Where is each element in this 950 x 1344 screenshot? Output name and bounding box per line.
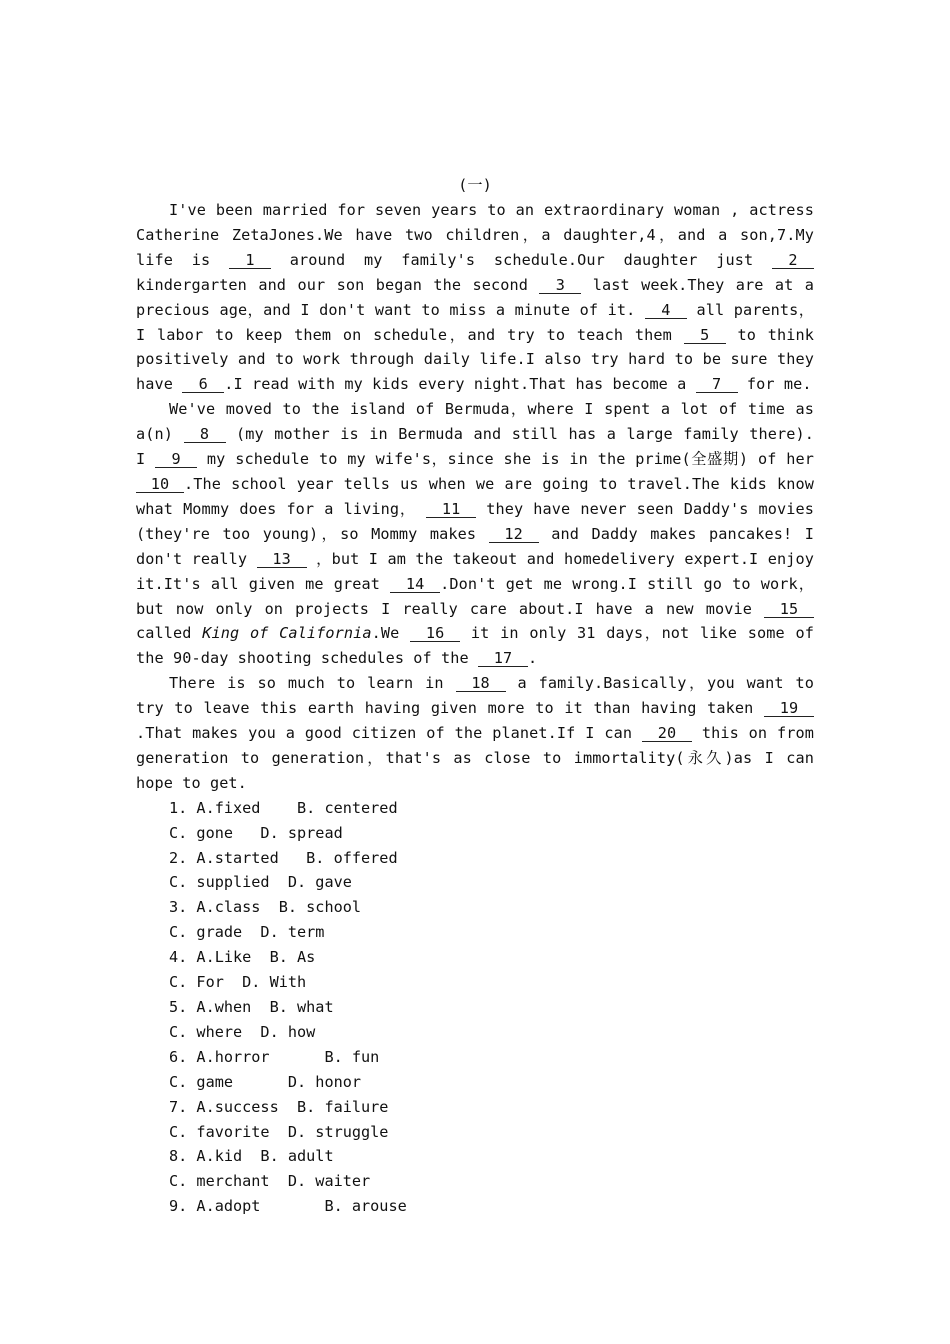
blank-3: 3: [539, 277, 581, 294]
option-line: C. game D. honor: [169, 1072, 362, 1091]
option-line: 7. A.success B. failure: [169, 1097, 389, 1116]
text-run: There is so much to learn in: [169, 674, 444, 693]
text-run: .The school year tells us when we are going to travel.The kids know what Mommy does for a living，: [136, 474, 814, 518]
blank-12: 12: [489, 526, 539, 543]
option-line: C. gone D. spread: [169, 823, 343, 842]
option-line: 3. A.class B. school: [169, 898, 362, 917]
blank-2: 2: [772, 252, 814, 269]
movie-title: King of California: [202, 624, 372, 643]
paragraph-1: [136, 198, 814, 397]
text-run: they have never seen Daddy's movies (they're too young)，so Mommy makes: [136, 499, 814, 543]
option-line: C. For D. With: [169, 973, 307, 992]
option-line: C. grade D. term: [169, 923, 325, 942]
option-line: 1. A.fixed B. centered: [169, 798, 398, 817]
blank-1: 1: [229, 252, 271, 269]
text-run: .That makes you a good citizen of the planet.If I can: [136, 724, 633, 743]
option-line: 4. A.Like B. As: [169, 948, 316, 967]
option-line: C. favorite D. struggle: [169, 1122, 389, 1141]
text-run: (my mother is in Bermuda and still has a large family there). I: [136, 425, 814, 469]
paragraph-2: [136, 397, 814, 671]
blank-5: 5: [684, 327, 726, 344]
text-run: ，but I am the takeout and homedelivery expert.I enjoy it.It's all given me great: [136, 549, 814, 593]
blank-11: 11: [426, 501, 476, 518]
option-line: 2. A.started B. offered: [169, 848, 398, 867]
text-run: .: [528, 649, 538, 668]
text-run: called: [136, 624, 192, 643]
option-line: C. merchant D. waiter: [169, 1172, 371, 1191]
text-run: my schedule to my wife's，since she is in the prime(全盛期) of her: [206, 450, 815, 469]
text-run: kindergarten and our son began the second: [136, 275, 528, 294]
blank-15: 15: [764, 601, 814, 618]
blank-20: 20: [642, 725, 692, 742]
text-run: to think positively and to work through daily life.I also try hard to be sure they have: [136, 325, 815, 394]
text-run: I've been married for seven years to an extraordinary woman , actress Catherine ZetaJones.We have two children，a daughter,4，and a son,7.My life is: [136, 201, 814, 269]
text-run: for me.: [746, 375, 812, 394]
option-line: C. supplied D. gave: [169, 873, 352, 892]
blank-17: 17: [478, 650, 528, 667]
blank-14: 14: [390, 576, 440, 593]
option-line: 9. A.adopt B. arouse: [169, 1197, 407, 1216]
text-run: a family.Basically，you want to try to leave this earth having given more to it than having taken: [136, 674, 815, 718]
text-run: .I read with my kids every night.That has become a: [224, 375, 687, 394]
blank-6: 6: [182, 376, 224, 393]
text-run: and Daddy makes pancakes! I don't really: [136, 524, 814, 568]
option-line: C. where D. how: [169, 1022, 316, 1041]
option-line: 6. A.horror B. fun: [169, 1047, 380, 1066]
text-run: it in only 31 days，not like some of the 90-day shooting schedules of the: [136, 624, 814, 668]
text-run: We've moved to the island of Bermuda，where I spent a lot of time as a(n): [136, 400, 814, 444]
blank-4: 4: [645, 302, 687, 319]
text-run: last week.They are at a precious age，and I don't want to miss a minute of it.: [136, 275, 814, 319]
options-list: [136, 796, 814, 1219]
paragraph-3: [136, 671, 814, 796]
document-page: [136, 172, 814, 1219]
blank-18: 18: [456, 675, 506, 692]
blank-16: 16: [410, 625, 460, 642]
option-line: 8. A.kid B. adult: [169, 1147, 334, 1166]
blank-9: 9: [155, 451, 197, 468]
text-run: all parents，I labor to keep them on schedule，and try to teach them: [136, 300, 814, 344]
blank-19: 19: [764, 700, 814, 717]
option-line: 5. A.when B. what: [169, 998, 334, 1016]
text-run: .We: [371, 624, 400, 643]
blank-7: 7: [696, 376, 738, 393]
blank-10: 10: [136, 476, 184, 493]
text-run: this on from generation to generation，that's as close to immortality(永久)as I can hope to get.: [136, 724, 815, 792]
section-heading: (一): [458, 176, 492, 194]
blank-8: 8: [184, 426, 226, 443]
text-run: .Don't get me wrong.I still go to work，but now only on projects I really care about.I have a new movie: [136, 574, 814, 618]
blank-13: 13: [257, 551, 307, 568]
text-run: around my family's schedule.Our daughter just: [289, 250, 754, 269]
